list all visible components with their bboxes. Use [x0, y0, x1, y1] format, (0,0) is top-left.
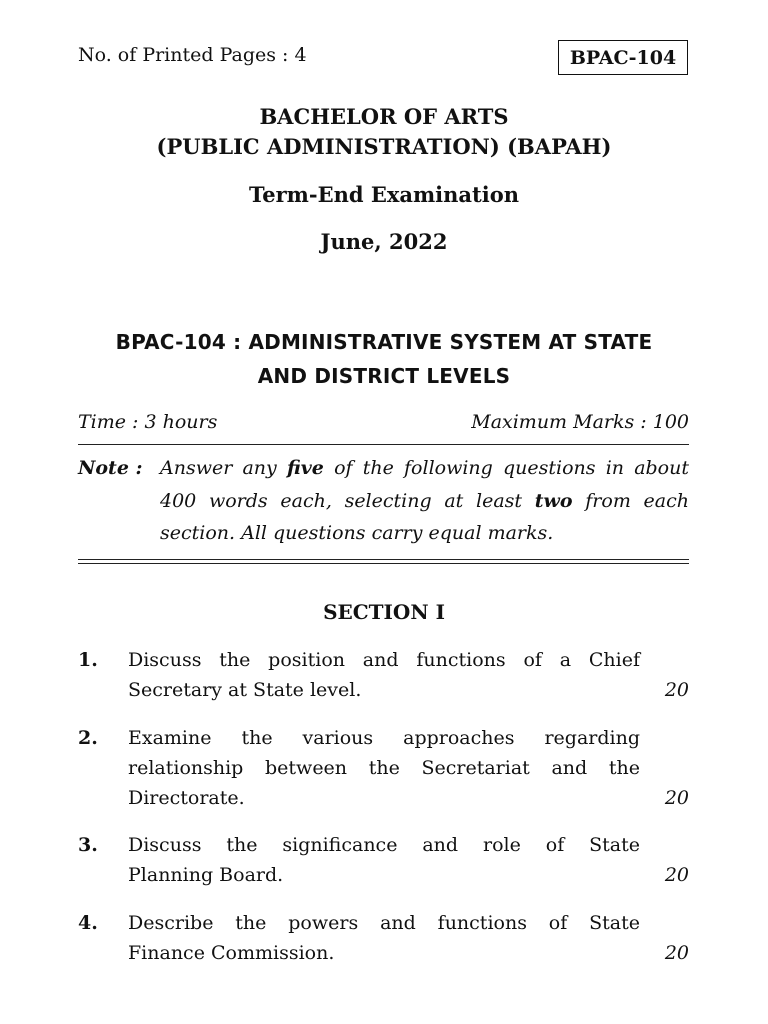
- question-number: 4.: [78, 912, 98, 934]
- time-allowed: Time : 3 hours: [78, 411, 218, 433]
- paper-title-line2: AND DISTRICT LEVELS: [257, 364, 511, 388]
- exam-date: June, 2022: [320, 229, 448, 254]
- note-emphasis: two: [534, 490, 573, 512]
- question-text-line: Secretary at State level.: [128, 679, 362, 701]
- question-text-line: relationship between the Secretariat and the: [128, 757, 640, 779]
- question-number: 3.: [78, 834, 98, 856]
- divider-double-bottom: [78, 563, 689, 564]
- printed-pages-count: No. of Printed Pages : 4: [78, 44, 307, 66]
- note-text: Answer any: [160, 457, 287, 479]
- question-number: 1.: [78, 649, 98, 671]
- note-line-3: section. All questions carry equal marks.: [160, 522, 554, 544]
- degree-title-line1: BACHELOR OF ARTS: [259, 104, 509, 129]
- question-number: 2.: [78, 727, 98, 749]
- course-code-box: [558, 40, 688, 75]
- question-marks: 20: [664, 787, 689, 809]
- course-code: BPAC-104: [569, 46, 677, 69]
- question-text-line: Finance Commission.: [128, 942, 335, 964]
- question-text-line: Discuss the significance and role of State: [128, 834, 640, 856]
- note-text: from each: [572, 490, 689, 512]
- question-text-line: Examine the various approaches regarding: [128, 727, 640, 749]
- maximum-marks: Maximum Marks : 100: [471, 411, 689, 433]
- note-text: 400 words each, selecting at least: [160, 490, 535, 512]
- question-marks: 20: [664, 942, 689, 964]
- note-line-1: [160, 457, 689, 479]
- question-text-line: Planning Board.: [128, 864, 284, 886]
- question-marks: 20: [664, 679, 689, 701]
- note-label: Note :: [78, 457, 143, 479]
- question-text-line: Discuss the position and functions of a Chief: [128, 649, 640, 671]
- degree-title-line2: (PUBLIC ADMINISTRATION) (BAPAH): [156, 134, 612, 159]
- note-emphasis: five: [286, 457, 324, 479]
- divider-single: [78, 444, 689, 445]
- section-heading: SECTION I: [323, 600, 445, 624]
- question-text-line: Describe the powers and functions of State: [128, 912, 640, 934]
- note-line-2: [160, 490, 689, 512]
- question-text-line: Directorate.: [128, 787, 245, 809]
- divider-double-top: [78, 559, 689, 560]
- exam-title: Term-End Examination: [248, 182, 519, 207]
- note-text: of the following questions in about: [323, 457, 689, 479]
- exam-meta-row: [78, 411, 689, 433]
- paper-title-line1: BPAC-104 : ADMINISTRATIVE SYSTEM AT STATE: [115, 330, 653, 354]
- question-marks: 20: [664, 864, 689, 886]
